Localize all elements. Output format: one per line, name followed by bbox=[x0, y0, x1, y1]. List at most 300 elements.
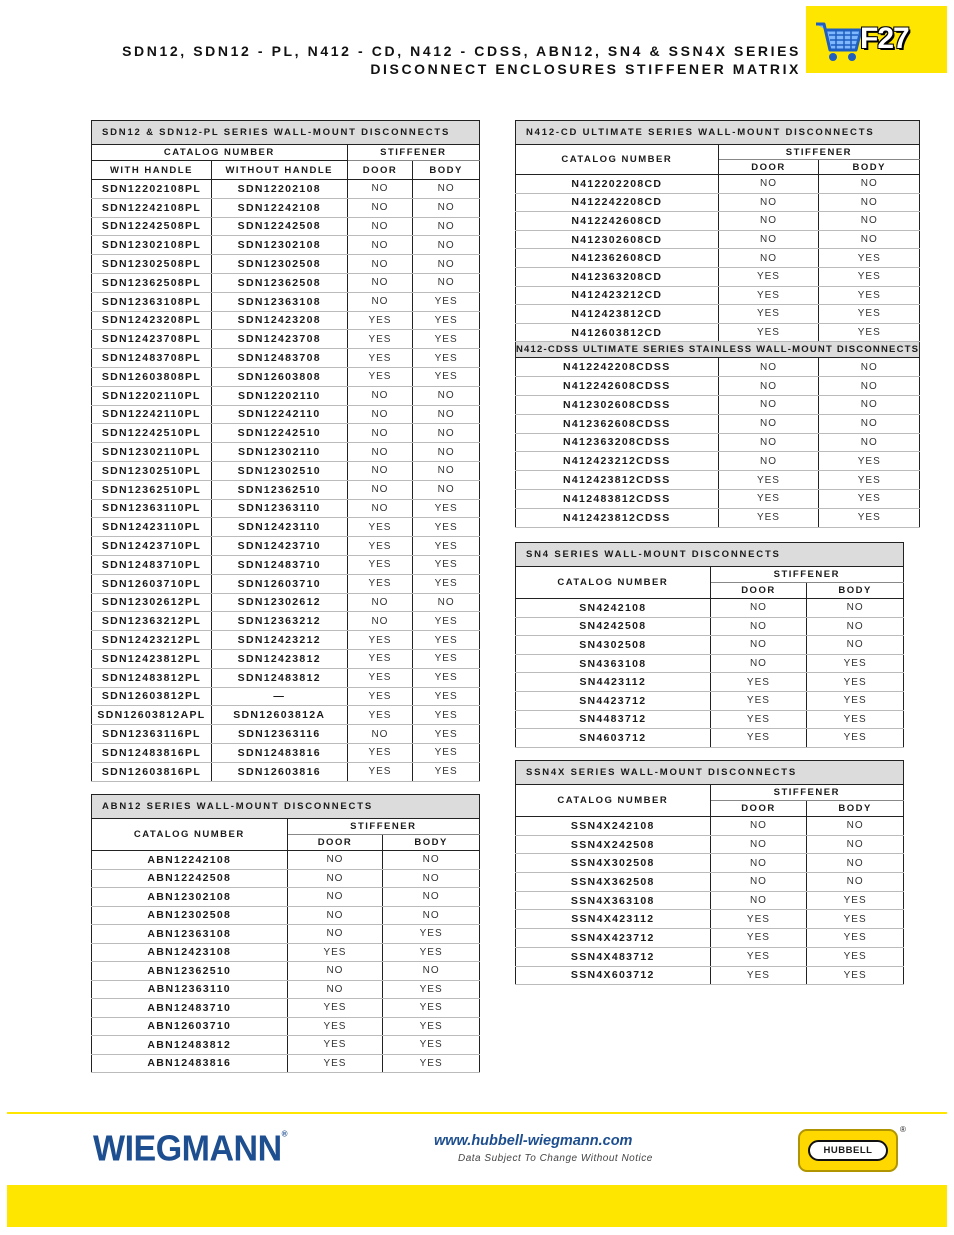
door-stiffener-cell: NO bbox=[347, 725, 413, 744]
body-stiffener-cell: YES bbox=[807, 654, 904, 673]
table-row bbox=[92, 851, 480, 870]
body-stiffener-cell: NO bbox=[413, 386, 480, 405]
door-stiffener-cell: NO bbox=[347, 292, 413, 311]
door-stiffener-cell: NO bbox=[718, 414, 819, 433]
catalog-number-cell: SSN4X302508 bbox=[516, 854, 711, 873]
table-row bbox=[516, 323, 920, 342]
catalog-without-handle-cell: SDN12483710 bbox=[211, 555, 347, 574]
door-stiffener-cell: NO bbox=[710, 617, 807, 636]
door-stiffener-cell: NO bbox=[710, 599, 807, 618]
body-header: BODY bbox=[383, 835, 480, 851]
n412cd-table-title: N412-CD ULTIMATE SERIES WALL-MOUNT DISCONNECTS bbox=[516, 121, 920, 145]
catalog-without-handle-cell: SDN12242508 bbox=[211, 217, 347, 236]
catalog-number-cell: SN4483712 bbox=[516, 710, 711, 729]
catalog-with-handle-cell: SDN12603710PL bbox=[92, 574, 212, 593]
catalog-with-handle-cell: SDN12423110PL bbox=[92, 518, 212, 537]
catalog-number-cell: SN4242108 bbox=[516, 599, 711, 618]
catalog-with-handle-cell: SDN12603816PL bbox=[92, 762, 212, 781]
table-row bbox=[516, 508, 920, 527]
door-header: DOOR bbox=[287, 835, 383, 851]
catalog-number-cell: ABN12483710 bbox=[92, 999, 288, 1018]
door-stiffener-cell: YES bbox=[347, 367, 413, 386]
table-row bbox=[92, 405, 480, 424]
door-stiffener-cell: NO bbox=[710, 817, 807, 836]
catalog-without-handle-cell: SDN12362508 bbox=[211, 273, 347, 292]
table-row bbox=[92, 869, 480, 888]
catalog-number-cell: SN4423112 bbox=[516, 673, 711, 692]
table-row bbox=[92, 518, 480, 537]
body-stiffener-cell: NO bbox=[413, 217, 480, 236]
table-row bbox=[516, 599, 904, 618]
table-row bbox=[92, 962, 480, 981]
body-stiffener-cell: YES bbox=[413, 330, 480, 349]
page-title bbox=[122, 42, 801, 78]
body-stiffener-cell: YES bbox=[383, 1054, 480, 1073]
body-stiffener-cell: YES bbox=[819, 249, 920, 268]
door-stiffener-cell: NO bbox=[287, 925, 383, 944]
door-stiffener-cell: NO bbox=[347, 405, 413, 424]
table-row bbox=[92, 631, 480, 650]
door-stiffener-cell: YES bbox=[287, 999, 383, 1018]
body-stiffener-cell: YES bbox=[383, 925, 480, 944]
catalog-without-handle-cell: SDN12202108 bbox=[211, 180, 347, 199]
abn12-table-title: ABN12 SERIES WALL-MOUNT DISCONNECTS bbox=[92, 795, 480, 819]
catalog-number-cell: ABN12242108 bbox=[92, 851, 288, 870]
sdn12-table bbox=[91, 120, 480, 782]
body-stiffener-cell: NO bbox=[807, 617, 904, 636]
door-stiffener-cell: NO bbox=[710, 891, 807, 910]
catalog-number-cell: ABN12302108 bbox=[92, 888, 288, 907]
door-stiffener-cell: YES bbox=[287, 1036, 383, 1055]
door-stiffener-cell: YES bbox=[710, 710, 807, 729]
catalog-number-cell: SSN4X242508 bbox=[516, 835, 711, 854]
body-stiffener-cell: NO bbox=[819, 193, 920, 212]
title-line-1: SDN12, SDN12 - PL, N412 - CD, N412 - CDSS, ABN12, SN4 & SSN4X SERIES bbox=[122, 43, 801, 59]
body-stiffener-cell: YES bbox=[383, 999, 480, 1018]
body-stiffener-cell: YES bbox=[383, 980, 480, 999]
body-stiffener-cell: YES bbox=[413, 499, 480, 518]
catalog-with-handle-cell: SDN12603812PL bbox=[92, 687, 212, 706]
door-stiffener-cell: NO bbox=[347, 255, 413, 274]
door-header: DOOR bbox=[710, 801, 807, 817]
body-stiffener-cell: YES bbox=[819, 508, 920, 527]
catalog-without-handle-cell: SDN12423710 bbox=[211, 537, 347, 556]
table-row bbox=[92, 687, 480, 706]
table-row bbox=[92, 273, 480, 292]
table-row bbox=[516, 305, 920, 324]
table-row bbox=[516, 617, 904, 636]
body-stiffener-cell: NO bbox=[413, 198, 480, 217]
body-stiffener-cell: NO bbox=[819, 175, 920, 194]
footer-divider bbox=[7, 1112, 947, 1114]
table-row bbox=[92, 537, 480, 556]
body-stiffener-cell: NO bbox=[807, 873, 904, 892]
body-stiffener-cell: YES bbox=[807, 673, 904, 692]
catalog-without-handle-cell: SDN12242510 bbox=[211, 424, 347, 443]
catalog-number-cell: N412423812CD bbox=[516, 305, 719, 324]
door-stiffener-cell: YES bbox=[718, 323, 819, 342]
catalog-number-cell: N412423212CDSS bbox=[516, 452, 719, 471]
catalog-number-cell: ABN12242508 bbox=[92, 869, 288, 888]
table-row bbox=[92, 906, 480, 925]
with-handle-header: WITH HANDLE bbox=[92, 161, 212, 180]
door-stiffener-cell: YES bbox=[287, 943, 383, 962]
catalog-with-handle-cell: SDN12483708PL bbox=[92, 349, 212, 368]
catalog-with-handle-cell: SDN12483710PL bbox=[92, 555, 212, 574]
door-stiffener-cell: NO bbox=[347, 612, 413, 631]
body-stiffener-cell: YES bbox=[413, 574, 480, 593]
table-row bbox=[516, 212, 920, 231]
table-row bbox=[92, 668, 480, 687]
disclaimer-note: Data Subject To Change Without Notice bbox=[458, 1153, 653, 1164]
table-row bbox=[92, 255, 480, 274]
catalog-without-handle-cell: SDN12423812 bbox=[211, 649, 347, 668]
table-row bbox=[92, 198, 480, 217]
door-stiffener-cell: NO bbox=[718, 377, 819, 396]
catalog-number-cell: ABN12483812 bbox=[92, 1036, 288, 1055]
catalog-number-cell: N412423812CDSS bbox=[516, 471, 719, 490]
catalog-with-handle-cell: SDN12363116PL bbox=[92, 725, 212, 744]
door-stiffener-cell: NO bbox=[718, 249, 819, 268]
sn4-table bbox=[515, 542, 904, 748]
body-stiffener-cell: YES bbox=[383, 1036, 480, 1055]
body-stiffener-cell: NO bbox=[807, 636, 904, 655]
table-row bbox=[516, 817, 904, 836]
table-row bbox=[516, 710, 904, 729]
door-stiffener-cell: YES bbox=[347, 518, 413, 537]
page-code: F27 bbox=[860, 22, 909, 55]
catalog-number-cell: SSN4X242108 bbox=[516, 817, 711, 836]
catalog-without-handle-cell: SDN12603808 bbox=[211, 367, 347, 386]
catalog-without-handle-cell: SDN12423708 bbox=[211, 330, 347, 349]
stiffener-header: STIFFENER bbox=[718, 145, 920, 160]
catalog-without-handle-cell: SDN12202110 bbox=[211, 386, 347, 405]
catalog-with-handle-cell: SDN12603812APL bbox=[92, 706, 212, 725]
catalog-with-handle-cell: SDN12202108PL bbox=[92, 180, 212, 199]
body-stiffener-cell: NO bbox=[383, 869, 480, 888]
table-row bbox=[92, 443, 480, 462]
table-row bbox=[92, 236, 480, 255]
door-stiffener-cell: NO bbox=[710, 636, 807, 655]
catalog-with-handle-cell: SDN12302108PL bbox=[92, 236, 212, 255]
catalog-number-cell: N412202208CD bbox=[516, 175, 719, 194]
door-stiffener-cell: YES bbox=[718, 508, 819, 527]
body-header: BODY bbox=[807, 801, 904, 817]
door-stiffener-cell: YES bbox=[347, 649, 413, 668]
table-row bbox=[516, 193, 920, 212]
table-row bbox=[516, 175, 920, 194]
table-row bbox=[516, 249, 920, 268]
table-row bbox=[92, 461, 480, 480]
n412cdss-table-title: N412-CDSS ULTIMATE SERIES STAINLESS WALL-MOUNT DISCONNECTS bbox=[516, 342, 920, 358]
table-row bbox=[92, 367, 480, 386]
body-stiffener-cell: YES bbox=[413, 555, 480, 574]
door-stiffener-cell: NO bbox=[347, 180, 413, 199]
door-stiffener-cell: NO bbox=[347, 499, 413, 518]
body-stiffener-cell: YES bbox=[413, 725, 480, 744]
door-stiffener-cell: YES bbox=[347, 349, 413, 368]
catalog-without-handle-cell: SDN12363108 bbox=[211, 292, 347, 311]
door-stiffener-cell: NO bbox=[287, 851, 383, 870]
table-row bbox=[516, 414, 920, 433]
door-header: DOOR bbox=[347, 161, 413, 180]
body-stiffener-cell: YES bbox=[819, 471, 920, 490]
body-stiffener-cell: NO bbox=[807, 835, 904, 854]
table-row bbox=[92, 330, 480, 349]
door-stiffener-cell: YES bbox=[710, 910, 807, 929]
catalog-number-header: CATALOG NUMBER bbox=[92, 819, 288, 851]
door-stiffener-cell: NO bbox=[718, 230, 819, 249]
table-row bbox=[92, 925, 480, 944]
catalog-number-cell: SN4242508 bbox=[516, 617, 711, 636]
body-stiffener-cell: NO bbox=[807, 599, 904, 618]
catalog-number-header: CATALOG NUMBER bbox=[516, 785, 711, 817]
sn4-table-title: SN4 SERIES WALL-MOUNT DISCONNECTS bbox=[516, 543, 904, 567]
body-stiffener-cell: YES bbox=[807, 691, 904, 710]
catalog-number-cell: N412302608CDSS bbox=[516, 395, 719, 414]
table-row bbox=[516, 729, 904, 748]
door-stiffener-cell: NO bbox=[347, 198, 413, 217]
catalog-with-handle-cell: SDN12423208PL bbox=[92, 311, 212, 330]
catalog-number-cell: N412483812CDSS bbox=[516, 489, 719, 508]
table-row bbox=[516, 230, 920, 249]
table-row bbox=[516, 433, 920, 452]
catalog-number-cell: N412242608CDSS bbox=[516, 377, 719, 396]
catalog-number-cell: N412363208CD bbox=[516, 267, 719, 286]
door-stiffener-cell: NO bbox=[347, 386, 413, 405]
body-stiffener-cell: YES bbox=[413, 706, 480, 725]
door-stiffener-cell: YES bbox=[718, 267, 819, 286]
body-stiffener-cell: YES bbox=[819, 267, 920, 286]
door-stiffener-cell: NO bbox=[710, 835, 807, 854]
brand-name: WIEGMANN bbox=[93, 1129, 282, 1169]
door-stiffener-cell: YES bbox=[718, 471, 819, 490]
table-row bbox=[516, 489, 920, 508]
table-row bbox=[92, 943, 480, 962]
body-stiffener-cell: YES bbox=[819, 323, 920, 342]
door-stiffener-cell: NO bbox=[718, 395, 819, 414]
door-header: DOOR bbox=[710, 583, 807, 599]
body-stiffener-cell: YES bbox=[413, 518, 480, 537]
door-stiffener-cell: NO bbox=[718, 433, 819, 452]
door-stiffener-cell: NO bbox=[710, 854, 807, 873]
hubbell-logo bbox=[798, 1129, 898, 1172]
catalog-number-cell: SSN4X363108 bbox=[516, 891, 711, 910]
sdn12-table-title: SDN12 & SDN12-PL SERIES WALL-MOUNT DISCONNECTS bbox=[92, 121, 480, 145]
body-stiffener-cell: NO bbox=[819, 230, 920, 249]
table-row bbox=[92, 574, 480, 593]
catalog-number-cell: SN4302508 bbox=[516, 636, 711, 655]
body-stiffener-cell: YES bbox=[807, 947, 904, 966]
catalog-number-cell: N412423212CD bbox=[516, 286, 719, 305]
door-stiffener-cell: NO bbox=[718, 193, 819, 212]
catalog-number-cell: SN4603712 bbox=[516, 729, 711, 748]
door-stiffener-cell: NO bbox=[347, 593, 413, 612]
body-stiffener-cell: YES bbox=[413, 612, 480, 631]
body-stiffener-cell: NO bbox=[413, 424, 480, 443]
door-stiffener-cell: YES bbox=[347, 330, 413, 349]
stiffener-header: STIFFENER bbox=[710, 785, 903, 801]
catalog-with-handle-cell: SDN12363108PL bbox=[92, 292, 212, 311]
catalog-number-header: CATALOG NUMBER bbox=[516, 145, 719, 175]
table-row bbox=[92, 762, 480, 781]
table-row bbox=[92, 386, 480, 405]
catalog-with-handle-cell: SDN12363212PL bbox=[92, 612, 212, 631]
table-row bbox=[516, 947, 904, 966]
table-row bbox=[516, 395, 920, 414]
door-stiffener-cell: NO bbox=[347, 480, 413, 499]
table-row bbox=[516, 966, 904, 985]
catalog-with-handle-cell: SDN12242110PL bbox=[92, 405, 212, 424]
body-stiffener-cell: YES bbox=[413, 743, 480, 762]
door-stiffener-cell: NO bbox=[710, 873, 807, 892]
table-row bbox=[92, 424, 480, 443]
door-stiffener-cell: YES bbox=[347, 687, 413, 706]
catalog-with-handle-cell: SDN12483816PL bbox=[92, 743, 212, 762]
catalog-with-handle-cell: SDN12302510PL bbox=[92, 461, 212, 480]
body-stiffener-cell: NO bbox=[819, 212, 920, 231]
door-stiffener-cell: YES bbox=[347, 668, 413, 687]
body-stiffener-cell: YES bbox=[413, 631, 480, 650]
door-stiffener-cell: YES bbox=[710, 929, 807, 948]
catalog-number-cell: ABN12483816 bbox=[92, 1054, 288, 1073]
catalog-number-cell: ABN12363108 bbox=[92, 925, 288, 944]
table-row bbox=[92, 217, 480, 236]
catalog-with-handle-cell: SDN12202110PL bbox=[92, 386, 212, 405]
door-stiffener-cell: YES bbox=[347, 537, 413, 556]
catalog-without-handle-cell: SDN12302108 bbox=[211, 236, 347, 255]
table-row bbox=[516, 854, 904, 873]
catalog-number-cell: SSN4X423112 bbox=[516, 910, 711, 929]
door-stiffener-cell: NO bbox=[710, 654, 807, 673]
table-row bbox=[516, 691, 904, 710]
table-row bbox=[516, 452, 920, 471]
website-link[interactable]: www.hubbell-wiegmann.com bbox=[434, 1133, 633, 1149]
table-row bbox=[516, 358, 920, 377]
shopping-cart-icon bbox=[814, 18, 864, 64]
table-row bbox=[92, 1054, 480, 1073]
door-stiffener-cell: YES bbox=[347, 311, 413, 330]
body-stiffener-cell: YES bbox=[383, 943, 480, 962]
door-stiffener-cell: YES bbox=[347, 762, 413, 781]
catalog-number-cell: N412362608CD bbox=[516, 249, 719, 268]
catalog-without-handle-cell: SDN12603812A bbox=[211, 706, 347, 725]
catalog-with-handle-cell: SDN12423708PL bbox=[92, 330, 212, 349]
catalog-with-handle-cell: SDN12242510PL bbox=[92, 424, 212, 443]
catalog-number-cell: SN4363108 bbox=[516, 654, 711, 673]
catalog-without-handle-cell: SDN12363116 bbox=[211, 725, 347, 744]
catalog-without-handle-cell: SDN12302508 bbox=[211, 255, 347, 274]
door-stiffener-cell: NO bbox=[718, 212, 819, 231]
table-row bbox=[92, 180, 480, 199]
body-stiffener-cell: YES bbox=[819, 305, 920, 324]
wiegmann-logo bbox=[93, 1129, 287, 1170]
table-row bbox=[92, 999, 480, 1018]
catalog-with-handle-cell: SDN12362510PL bbox=[92, 480, 212, 499]
body-stiffener-cell: NO bbox=[383, 851, 480, 870]
ssn4x-table bbox=[515, 760, 904, 985]
catalog-with-handle-cell: SDN12302508PL bbox=[92, 255, 212, 274]
table-row bbox=[92, 349, 480, 368]
hubbell-registered-mark: ® bbox=[900, 1125, 906, 1134]
body-stiffener-cell: YES bbox=[819, 489, 920, 508]
catalog-without-handle-cell: SDN12362510 bbox=[211, 480, 347, 499]
door-stiffener-cell: NO bbox=[347, 273, 413, 292]
catalog-without-handle-cell: SDN12423110 bbox=[211, 518, 347, 537]
table-row bbox=[92, 480, 480, 499]
catalog-without-handle-cell: SDN12483812 bbox=[211, 668, 347, 687]
catalog-number-cell: ABN12362510 bbox=[92, 962, 288, 981]
catalog-number-cell: SSN4X483712 bbox=[516, 947, 711, 966]
body-stiffener-cell: YES bbox=[807, 710, 904, 729]
catalog-with-handle-cell: SDN12302612PL bbox=[92, 593, 212, 612]
body-stiffener-cell: YES bbox=[819, 452, 920, 471]
body-stiffener-cell: YES bbox=[413, 292, 480, 311]
table-row bbox=[516, 377, 920, 396]
catalog-number-cell: N412603812CD bbox=[516, 323, 719, 342]
door-stiffener-cell: YES bbox=[718, 489, 819, 508]
door-stiffener-cell: NO bbox=[718, 175, 819, 194]
catalog-with-handle-cell: SDN12423212PL bbox=[92, 631, 212, 650]
body-stiffener-cell: NO bbox=[807, 854, 904, 873]
door-stiffener-cell: YES bbox=[347, 743, 413, 762]
table-row bbox=[92, 1036, 480, 1055]
catalog-without-handle-cell: SDN12483708 bbox=[211, 349, 347, 368]
door-stiffener-cell: YES bbox=[710, 691, 807, 710]
body-stiffener-cell: NO bbox=[819, 377, 920, 396]
table-row bbox=[92, 555, 480, 574]
door-stiffener-cell: YES bbox=[718, 286, 819, 305]
catalog-number-cell: ABN12603710 bbox=[92, 1017, 288, 1036]
body-stiffener-cell: NO bbox=[413, 461, 480, 480]
door-stiffener-cell: YES bbox=[710, 947, 807, 966]
table-row bbox=[516, 267, 920, 286]
body-stiffener-cell: NO bbox=[413, 405, 480, 424]
body-stiffener-cell: YES bbox=[413, 668, 480, 687]
body-stiffener-cell: YES bbox=[413, 311, 480, 330]
table-row bbox=[516, 891, 904, 910]
body-stiffener-cell: YES bbox=[807, 910, 904, 929]
body-header: BODY bbox=[807, 583, 904, 599]
body-stiffener-cell: YES bbox=[807, 966, 904, 985]
stiffener-header: STIFFENER bbox=[287, 819, 479, 835]
body-stiffener-cell: YES bbox=[807, 929, 904, 948]
catalog-without-handle-cell: SDN12242110 bbox=[211, 405, 347, 424]
body-stiffener-cell: YES bbox=[807, 729, 904, 748]
body-stiffener-cell: NO bbox=[819, 358, 920, 377]
catalog-with-handle-cell: SDN12242108PL bbox=[92, 198, 212, 217]
catalog-number-cell: N412302608CD bbox=[516, 230, 719, 249]
door-stiffener-cell: NO bbox=[287, 980, 383, 999]
table-row bbox=[92, 980, 480, 999]
door-stiffener-cell: YES bbox=[287, 1017, 383, 1036]
door-stiffener-cell: YES bbox=[710, 673, 807, 692]
table-row bbox=[516, 910, 904, 929]
table-row bbox=[516, 929, 904, 948]
table-row bbox=[92, 649, 480, 668]
catalog-number-cell: ABN12302508 bbox=[92, 906, 288, 925]
catalog-number-cell: N412423812CDSS bbox=[516, 508, 719, 527]
ssn4x-table-title: SSN4X SERIES WALL-MOUNT DISCONNECTS bbox=[516, 761, 904, 785]
catalog-number-cell: SSN4X423712 bbox=[516, 929, 711, 948]
body-stiffener-cell: YES bbox=[413, 367, 480, 386]
catalog-without-handle-cell: SDN12302110 bbox=[211, 443, 347, 462]
catalog-with-handle-cell: SDN12242508PL bbox=[92, 217, 212, 236]
table-row bbox=[92, 499, 480, 518]
catalog-number-cell: N412362608CDSS bbox=[516, 414, 719, 433]
door-stiffener-cell: NO bbox=[347, 217, 413, 236]
table-row bbox=[92, 292, 480, 311]
